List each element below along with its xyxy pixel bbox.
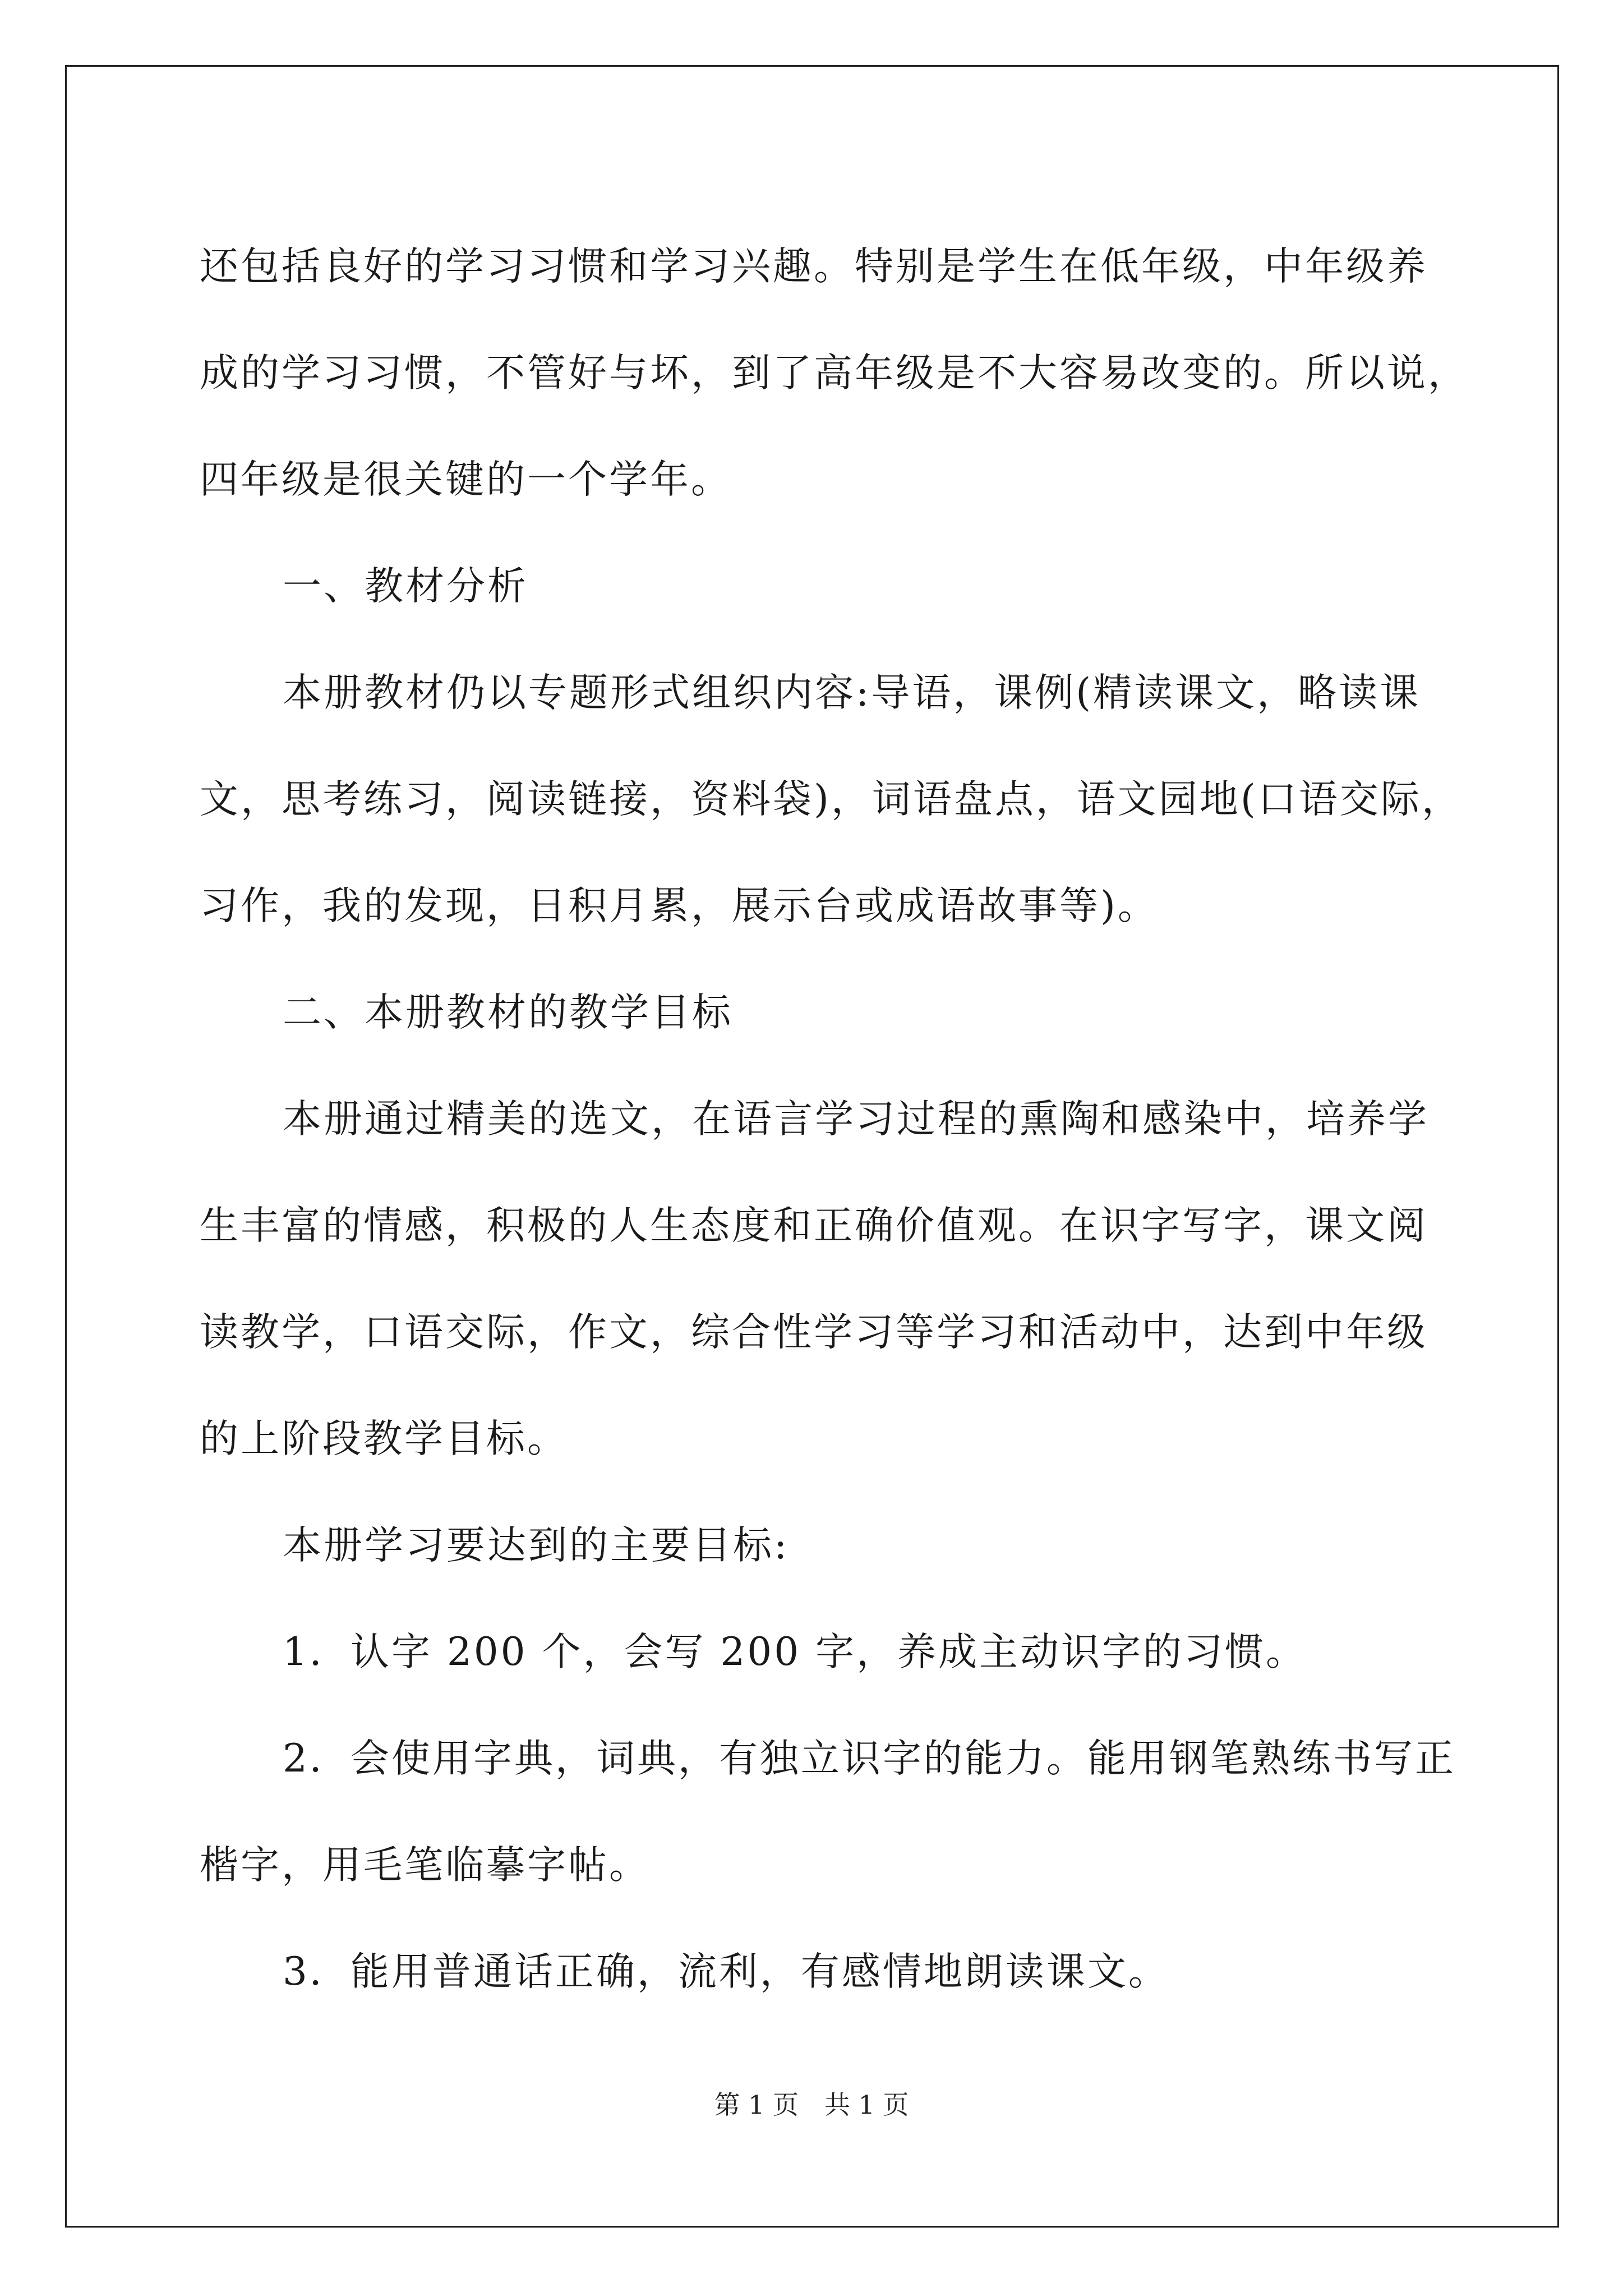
paragraph-line: 本册教材仍以专题形式组织内容:导语，课例(精读课文，略读课 — [283, 670, 1421, 715]
section-heading: 一、教材分析 — [283, 564, 528, 609]
list-item: 2．会使用字典，词典，有独立识字的能力。能用钢笔熟练书写正 — [283, 1736, 1456, 1781]
list-item: 1．认字 200 个，会写 200 字，养成主动识字的习惯。 — [283, 1630, 1307, 1674]
paragraph-line: 的上阶段教学目标。 — [200, 1416, 568, 1461]
paragraph-line: 生丰富的情感，积极的人生态度和正确价值观。在识字写字，课文阅 — [200, 1203, 1428, 1248]
document-body — [200, 213, 1469, 2025]
paragraph-line: 成的学习习惯，不管好与坏，到了高年级是不大容易改变的。所以说， — [200, 351, 1469, 395]
paragraph-line: 四年级是很关键的一个学年。 — [200, 457, 732, 502]
paragraph-line: 楷字，用毛笔临摹字帖。 — [200, 1843, 650, 1888]
page-number-footer: 第 1 页 共 1 页 — [714, 2090, 909, 2120]
paragraph-line: 习作，我的发现，日积月累，展示台或成语故事等)。 — [200, 884, 1159, 928]
paragraph-line: 还包括良好的学习习惯和学习兴趣。特别是学生在低年级，中年级养 — [200, 244, 1428, 289]
paragraph-line: 本册学习要达到的主要目标: — [283, 1523, 790, 1568]
paragraph-line: 文，思考练习，阅读链接，资料袋)，词语盘点，语文园地(口语交际， — [200, 777, 1463, 822]
paragraph-line: 本册通过精美的选文，在语言学习过程的熏陶和感染中，培养学 — [283, 1097, 1429, 1142]
section-heading: 二、本册教材的教学目标 — [283, 990, 733, 1035]
paragraph-line: 读教学，口语交际，作文，综合性学习等学习和活动中，达到中年级 — [200, 1310, 1428, 1355]
list-item: 3．能用普通话正确，流利，有感情地朗读课文。 — [283, 1949, 1169, 1994]
